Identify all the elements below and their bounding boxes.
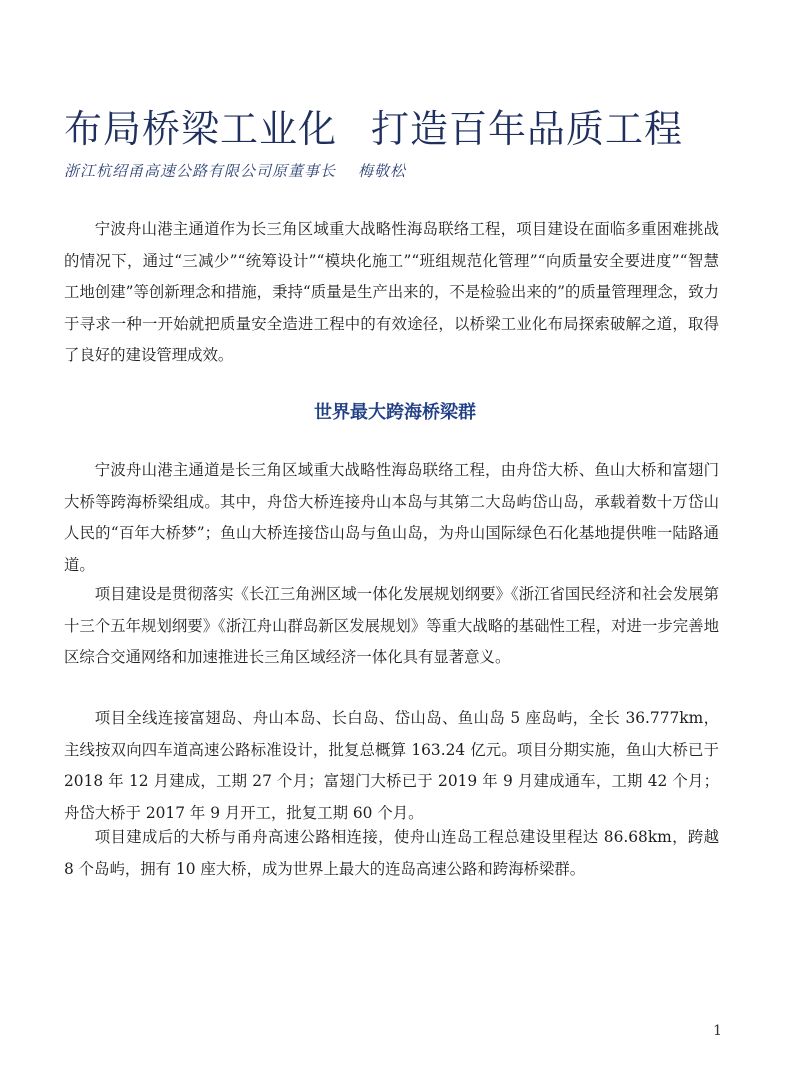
section-paragraph-1: 宁波舟山港主通道是长三角区域重大战略性海岛联络工程，由舟岱大桥、鱼山大桥和富翅门大桥等跨海桥梁组成。其中，舟岱大桥连接舟山本岛与其第二大岛屿岱山岛，承载着数十万岱山人民的“百年大桥梦”；鱼山大桥连接岱山岛与鱼山岛，为舟山国际绿色石化基地提供唯一陆路通道。 — [64, 461, 719, 574]
author-byline — [64, 160, 406, 182]
page-number: 1 — [713, 1023, 722, 1039]
author-name: 梅敬松 — [358, 162, 407, 180]
author-affiliation: 浙江杭绍甬高速公路有限公司原董事长 — [64, 162, 337, 180]
title-part-2: 打造百年品质工程 — [371, 107, 684, 151]
section-heading: 世界最大跨海桥梁群 — [314, 402, 476, 423]
article-title — [64, 104, 744, 154]
section-paragraph-2: 项目建设是贯彻落实《长江三角洲区域一体化发展规划纲要》《浙江省国民经济和社会发展第十三个五年规划纲要》《浙江舟山群岛新区发展规划》等重大战略的基础性工程，对进一步完善地区综合交通网络和加速推进长三角区域经济一体化具有显著意义。 — [64, 585, 719, 666]
section-paragraph-3: 项目全线连接富翅岛、舟山本岛、长白岛、岱山岛、鱼山岛 5 座岛屿，全长 36.777km，主线按双向四车道高速公路标准设计，批复总概算 163.24 亿元。项目分期实施，鱼山大桥已于 2018 年 12 月建成，工期 27 个月；富翅门大桥已于 2019 年 9 月建成通车，工期 42 个月；舟岱大桥于 2017 年 9 月开工，批复工期 60 个月。 — [64, 709, 719, 822]
section-paragraph-4: 项目建成后的大桥与甬舟高速公路相连接，使舟山连岛工程总建设里程达 86.68km，跨越 8 个岛屿，拥有 10 座大桥，成为世界上最大的连岛高速公路和跨海桥梁群。 — [64, 828, 719, 878]
intro-paragraph: 宁波舟山港主通道作为长三角区域重大战略性海岛联络工程，项目建设在面临多重困难挑战的情况下，通过“三减少”“统筹设计”“模块化施工”“班组规范化管理”“向质量安全要进度”“智慧工地创建”等创新理念和措施，秉持“质量是生产出来的，不是检验出来的”的质量管理理念，致力于寻求一种一开始就把质量安全造进工程中的有效途径，以桥梁工业化布局探索破解之道，取得了良好的建设管理成效。 — [64, 220, 719, 364]
title-part-1: 布局桥梁工业化 — [64, 107, 338, 151]
